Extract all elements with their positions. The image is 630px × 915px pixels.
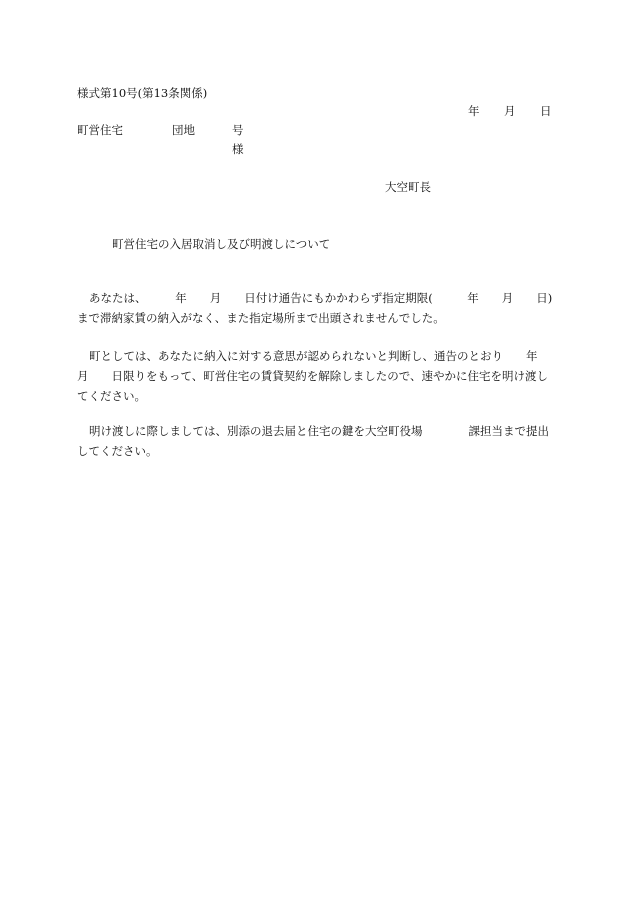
addressee-honorific: 様 xyxy=(232,142,244,156)
body-paragraph-3: 明け渡しに際しましては、別添の退去届と住宅の鍵を大空町役場 課担当まで提出してください。 xyxy=(77,424,549,458)
body-paragraph-1: あなたは、 年 月 日付け通告にもかかわらず指定期限( 年 月 日)まで滞納家賃の納入がなく、また指定場所まで出頭されませんでした。 xyxy=(77,291,553,325)
addressee-complex-label: 団地 xyxy=(172,123,195,137)
addressee-number-label: 号 xyxy=(232,123,244,137)
date-year-label: 年 xyxy=(468,104,480,118)
date-day-label: 日 xyxy=(540,104,552,118)
addressee-housing-label: 町営住宅 xyxy=(77,123,123,137)
document-subject: 町営住宅の入居取消し及び明渡しについて xyxy=(112,237,331,251)
date-month-label: 月 xyxy=(504,104,516,118)
form-number: 様式第10号(第13条関係) xyxy=(77,86,208,100)
sender-name: 大空町長 xyxy=(385,180,431,194)
body-paragraph-2: 町としては、あなたに納入に対する意思が認められないと判断し、通告のとおり 年 月 日限りをもって、町営住宅の賃貸契約を解除しましたので、速やかに住宅を明け渡してください。 xyxy=(77,349,561,403)
